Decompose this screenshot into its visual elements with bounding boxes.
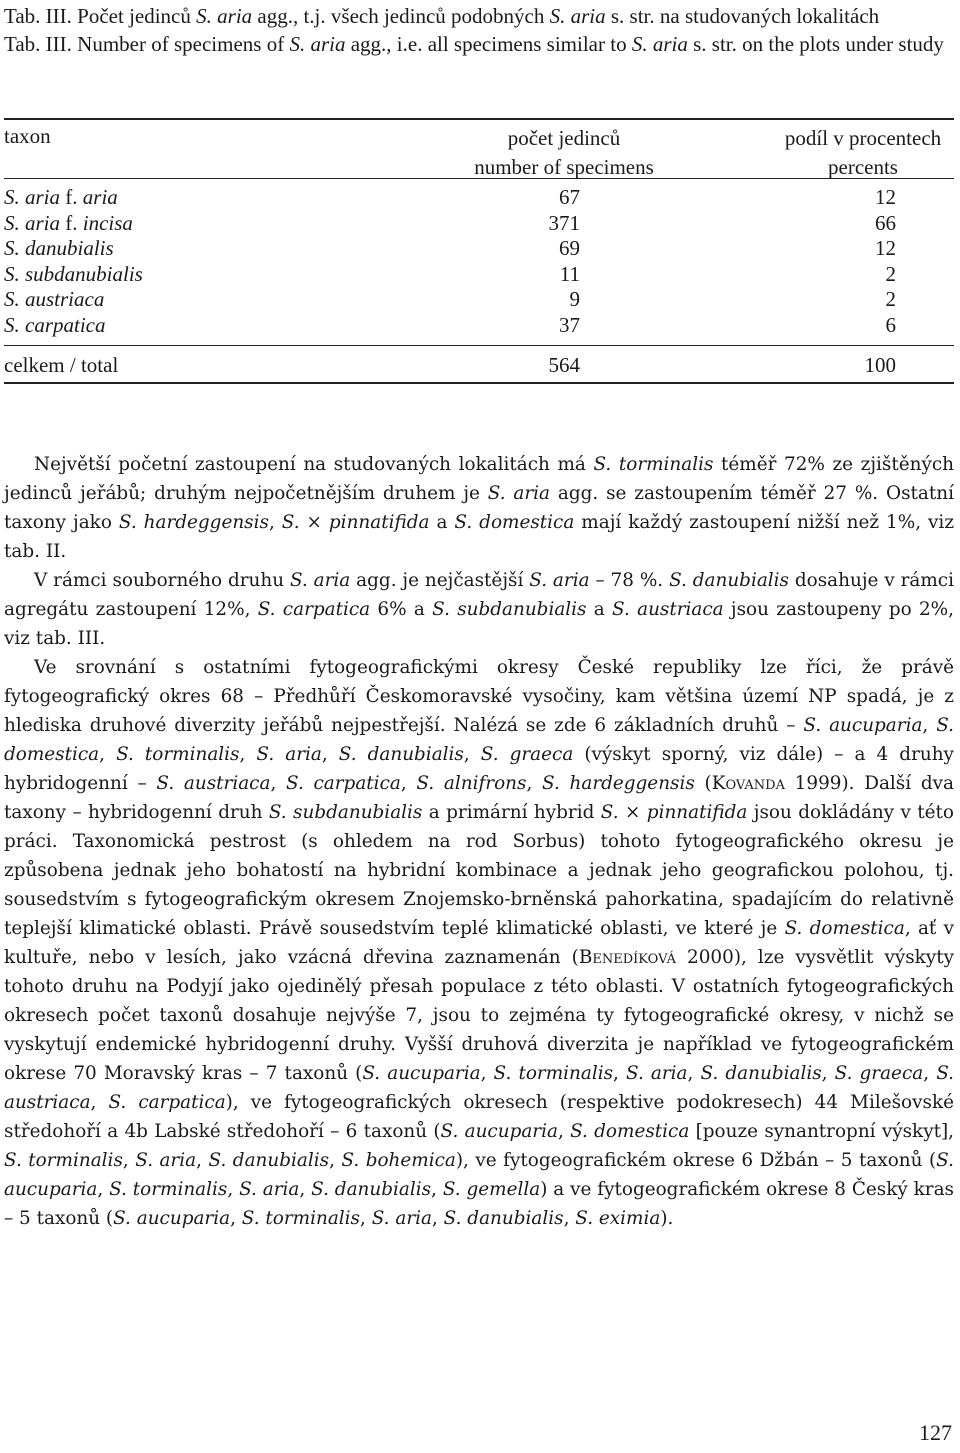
text-run: , <box>230 1208 242 1229</box>
text-run: , <box>526 773 542 794</box>
text-run: agg. se zastoupením téměř 27 %. Ostatní taxony jako <box>4 483 954 533</box>
row-taxon <box>4 211 133 237</box>
species-name: S. subdanubialis <box>432 599 587 620</box>
text-run: jsou zastoupeny po 2%, viz tab. III. <box>4 599 954 649</box>
taxon-name: S. austriaca <box>4 287 105 312</box>
species-name: S. aucuparia <box>4 1150 954 1200</box>
text-run: , <box>360 1208 372 1229</box>
header-percent-en: percents <box>828 155 898 179</box>
table-row <box>4 313 954 339</box>
text-run: , <box>99 744 117 765</box>
taxon-rank: f. <box>60 210 83 235</box>
caption-species: S. aria <box>196 4 253 28</box>
caption-text: agg., t.j. všech jedinců podobných <box>252 4 550 28</box>
text-run: téměř 72% ze zjištěných jedinců jeřábů; druhým nejpočetnějším druhem je <box>4 454 954 504</box>
caption-english <box>4 30 954 58</box>
table-row <box>4 262 954 288</box>
species-name: S. bohemica <box>341 1150 456 1171</box>
table-row <box>4 211 954 237</box>
text-run: agg. je nejčastější <box>350 570 530 591</box>
text-run: , <box>321 744 339 765</box>
text-run: , <box>329 1150 342 1171</box>
caption-text: s. str. na studovaných lokalitách <box>605 4 880 28</box>
taxon-form: aria <box>82 185 118 209</box>
table-caption <box>4 2 954 58</box>
taxon-rank: f. <box>60 185 83 209</box>
text-run: , <box>400 773 417 794</box>
caption-species: S. aria <box>549 4 606 28</box>
text-run: (výskyt sporný, viz dále) – a 4 druhy hybridogenní – <box>4 744 954 794</box>
text-run: , <box>480 1063 494 1084</box>
species-name: S. austriaca <box>612 599 724 620</box>
text-run: 1999). Další dva taxony – hybridogenní druh <box>4 773 954 823</box>
body-text <box>4 450 954 1233</box>
species-name: S. × pinnatifida <box>281 512 430 533</box>
species-name: S. aucuparia <box>440 1121 558 1142</box>
row-percent: 12 <box>875 185 896 209</box>
caption-czech <box>4 2 954 30</box>
species-name: S. graeca <box>834 1063 924 1084</box>
page-number: 127 <box>919 1420 952 1445</box>
row-count: 9 <box>569 287 580 312</box>
text-run: , <box>270 773 286 794</box>
species-name: S. danubialis <box>443 1208 564 1229</box>
row-percent: 6 <box>885 312 896 337</box>
species-name: S. torminalis <box>593 454 714 475</box>
text-run: , <box>299 1179 312 1200</box>
species-name: S. aria <box>371 1208 432 1229</box>
text-run: , <box>923 1063 937 1084</box>
text-run: , <box>563 1208 576 1229</box>
total-percent: 100 <box>864 352 896 377</box>
row-taxon <box>4 313 105 339</box>
row-count: 37 <box>559 312 580 337</box>
species-name: S. carpatica <box>257 599 371 620</box>
species-name: S. aria <box>626 1063 688 1084</box>
text-run: – 78 %. <box>589 570 670 591</box>
text-run: mají každý zastoupení nižší než 1%, viz tab. II. <box>4 512 955 562</box>
species-name: S. aria <box>135 1150 197 1171</box>
paragraph <box>4 566 954 653</box>
text-run: ), ve fytogeografickém okrese 6 Džbán – 5 taxonů ( <box>455 1150 937 1171</box>
author-citation: Benedíková <box>578 947 676 968</box>
text-run: , <box>97 1179 110 1200</box>
row-taxon <box>4 236 114 262</box>
header-taxon: taxon <box>4 124 51 148</box>
paragraph <box>4 653 954 1233</box>
text-run: , <box>90 1092 109 1113</box>
row-taxon <box>4 287 104 313</box>
species-name: S. danubialis <box>338 744 464 765</box>
row-taxon <box>4 185 118 211</box>
taxon-form: incisa <box>82 210 133 235</box>
taxon-name: S. carpatica <box>4 312 106 337</box>
text-run: , <box>196 1150 209 1171</box>
species-name: S. austriaca <box>4 1063 954 1113</box>
author-citation: Kovanda <box>711 773 785 794</box>
taxon-name: S. subdanubialis <box>4 261 143 286</box>
text-run: , ať v kultuře, nebo v lesích, jako vzácná dřevina zaznamenán ( <box>4 918 954 968</box>
text-run: ) a ve fytogeografickém okrese 8 Český kras – 5 taxonů ( <box>4 1179 954 1229</box>
table-header <box>4 120 954 178</box>
row-percent: 66 <box>875 210 896 235</box>
text-run: ). <box>660 1208 674 1229</box>
species-name: S. domestica <box>4 715 954 765</box>
species-name: S. torminalis <box>493 1063 614 1084</box>
text-run: , <box>557 1121 571 1142</box>
total-label: celkem / total <box>4 352 119 377</box>
text-run: , <box>239 744 257 765</box>
row-count: 371 <box>548 210 580 235</box>
taxon-name: S. aria <box>4 210 61 235</box>
text-run: 6% a <box>370 599 433 620</box>
header-count <box>424 124 704 182</box>
species-name: S. carpatica <box>286 773 401 794</box>
species-name: S. torminalis <box>116 744 240 765</box>
caption-text: agg., i.e. all specimens similar to <box>345 32 632 56</box>
species-name: S. danubialis <box>208 1150 330 1171</box>
total-count: 564 <box>548 352 580 377</box>
text-run: , <box>227 1179 240 1200</box>
header-count-en: number of specimens <box>474 155 654 179</box>
table-bottom-rule <box>4 382 954 384</box>
table-body <box>4 179 954 345</box>
header-percent-cz: podíl v procentech <box>784 126 942 150</box>
text-run: , <box>922 715 937 736</box>
text-run: dosahuje v rámci agregátu zastoupení 12%, <box>4 570 954 620</box>
text-run: , <box>268 512 282 533</box>
row-percent: 2 <box>885 261 896 286</box>
text-run: a <box>429 512 455 533</box>
taxon-name: S. danubialis <box>4 236 114 261</box>
text-run: 2000), lze vysvětlit výskyty tohoto druhu na Podyjí jako ojedinělý přesah populace z této oblasti. V ostatních fytogeografických okresech počet taxonů dosahuje nejvýše 7, jsou to zejména ty fytogeografické okresy, v nichž se vyskytují endemické hybridogenní druhy. Vyšší druhová diverzita je například ve fytogeografickém okrese 70 Moravský kras – 7 taxonů ( <box>4 947 954 1084</box>
text-run: ), ve fytogeografických okresech (respektive podokresech) 44 Milešovské středohoří a 4b Labské středohoří – 6 taxonů ( <box>4 1092 954 1142</box>
species-name: S. aucuparia <box>803 715 923 736</box>
species-name: S. aria <box>529 570 590 591</box>
row-count: 11 <box>559 261 580 286</box>
table-row <box>4 185 954 211</box>
species-name: S. graeca <box>480 744 574 765</box>
caption-text: Tab. III. Number of specimens of <box>4 32 290 56</box>
text-run: Ve srovnání s ostatními fytogeografickými okresy České republiky lze říci, že právě fytogeografický okres 68 – Předhůří Českomoravské vysočiny, kam většina území NP spadá, je z hlediska druhové diverzity jeřábů nejpestřejší. Nalézá se zde 6 základních druhů – <box>4 657 954 736</box>
text-run: V rámci souborného druhu <box>34 570 290 591</box>
row-count: 67 <box>559 185 580 209</box>
header-count-cz: počet jedinců <box>507 126 621 150</box>
species-name: S. danubialis <box>311 1179 432 1200</box>
species-name: S. aucuparia <box>113 1208 231 1229</box>
species-name: S. domestica <box>570 1121 690 1142</box>
species-name: S. eximia <box>575 1208 661 1229</box>
text-run: , <box>687 1063 701 1084</box>
caption-text: Tab. III. Počet jedinců <box>4 4 197 28</box>
species-name: S. torminalis <box>241 1208 361 1229</box>
species-name: S. hardeggensis <box>118 512 269 533</box>
text-run: , <box>431 1208 444 1229</box>
species-name: S. subdanubialis <box>268 802 423 823</box>
species-name: S. gemella <box>442 1179 541 1200</box>
caption-text: s. str. on the plots under study <box>687 32 944 56</box>
species-name: S. × pinnatifida <box>600 802 748 823</box>
text-run: , <box>613 1063 627 1084</box>
table-row <box>4 236 954 262</box>
species-name: S. domestica <box>784 918 905 939</box>
species-name: S. alnifrons <box>416 773 527 794</box>
row-percent: 2 <box>885 287 896 312</box>
text-run: [pouze synantropní výskyt], <box>689 1121 954 1142</box>
text-run: jsou dokládány v této práci. Taxonomická pestrost (s ohledem na rod Sorbus) tohoto fytogeografického okresu je způsobena jednak jeho bohatostí na hybridní kombinace a jednak jeho geografickou polohou, tj. sousedstvím s fytogeografickým okresem Znojemsko-brněnská pahorkatina, spadajícím do relativně teplejší klimatické oblasti. Právě sousedstvím teplé klimatické oblasti, ve které je <box>4 802 954 939</box>
paragraph <box>4 450 954 566</box>
row-percent: 12 <box>875 236 896 261</box>
species-name: S. austriaca <box>156 773 271 794</box>
table-row <box>4 287 954 313</box>
species-name: S. torminalis <box>4 1150 123 1171</box>
row-count: 69 <box>559 236 580 261</box>
species-name: S. danubialis <box>700 1063 822 1084</box>
taxon-name: S. aria <box>4 185 61 209</box>
caption-species: S. aria <box>631 32 688 56</box>
text-run: a primární hybrid <box>422 802 601 823</box>
species-name: S. carpatica <box>108 1092 226 1113</box>
text-run: , <box>431 1179 443 1200</box>
species-name: S. hardeggensis <box>542 773 695 794</box>
species-name: S. aucuparia <box>362 1063 481 1084</box>
data-table <box>4 118 954 384</box>
species-name: S. danubialis <box>669 570 789 591</box>
species-name: S. aria <box>487 483 551 504</box>
text-run: , <box>122 1150 136 1171</box>
species-name: S. torminalis <box>109 1179 228 1200</box>
table-total-rule <box>4 345 954 346</box>
text-run: Největší početní zastoupení na studovaných lokalitách má <box>34 454 594 475</box>
species-name: S. aria <box>239 1179 300 1200</box>
caption-species: S. aria <box>289 32 346 56</box>
species-name: S. domestica <box>454 512 575 533</box>
text-run: , <box>463 744 481 765</box>
text-run: , <box>821 1063 835 1084</box>
row-taxon <box>4 262 143 288</box>
text-run: a <box>586 599 613 620</box>
species-name: S. aria <box>289 570 351 591</box>
text-run: ( <box>694 773 712 794</box>
header-percent <box>768 124 958 182</box>
table-total-row <box>4 348 954 382</box>
species-name: S. aria <box>256 744 322 765</box>
